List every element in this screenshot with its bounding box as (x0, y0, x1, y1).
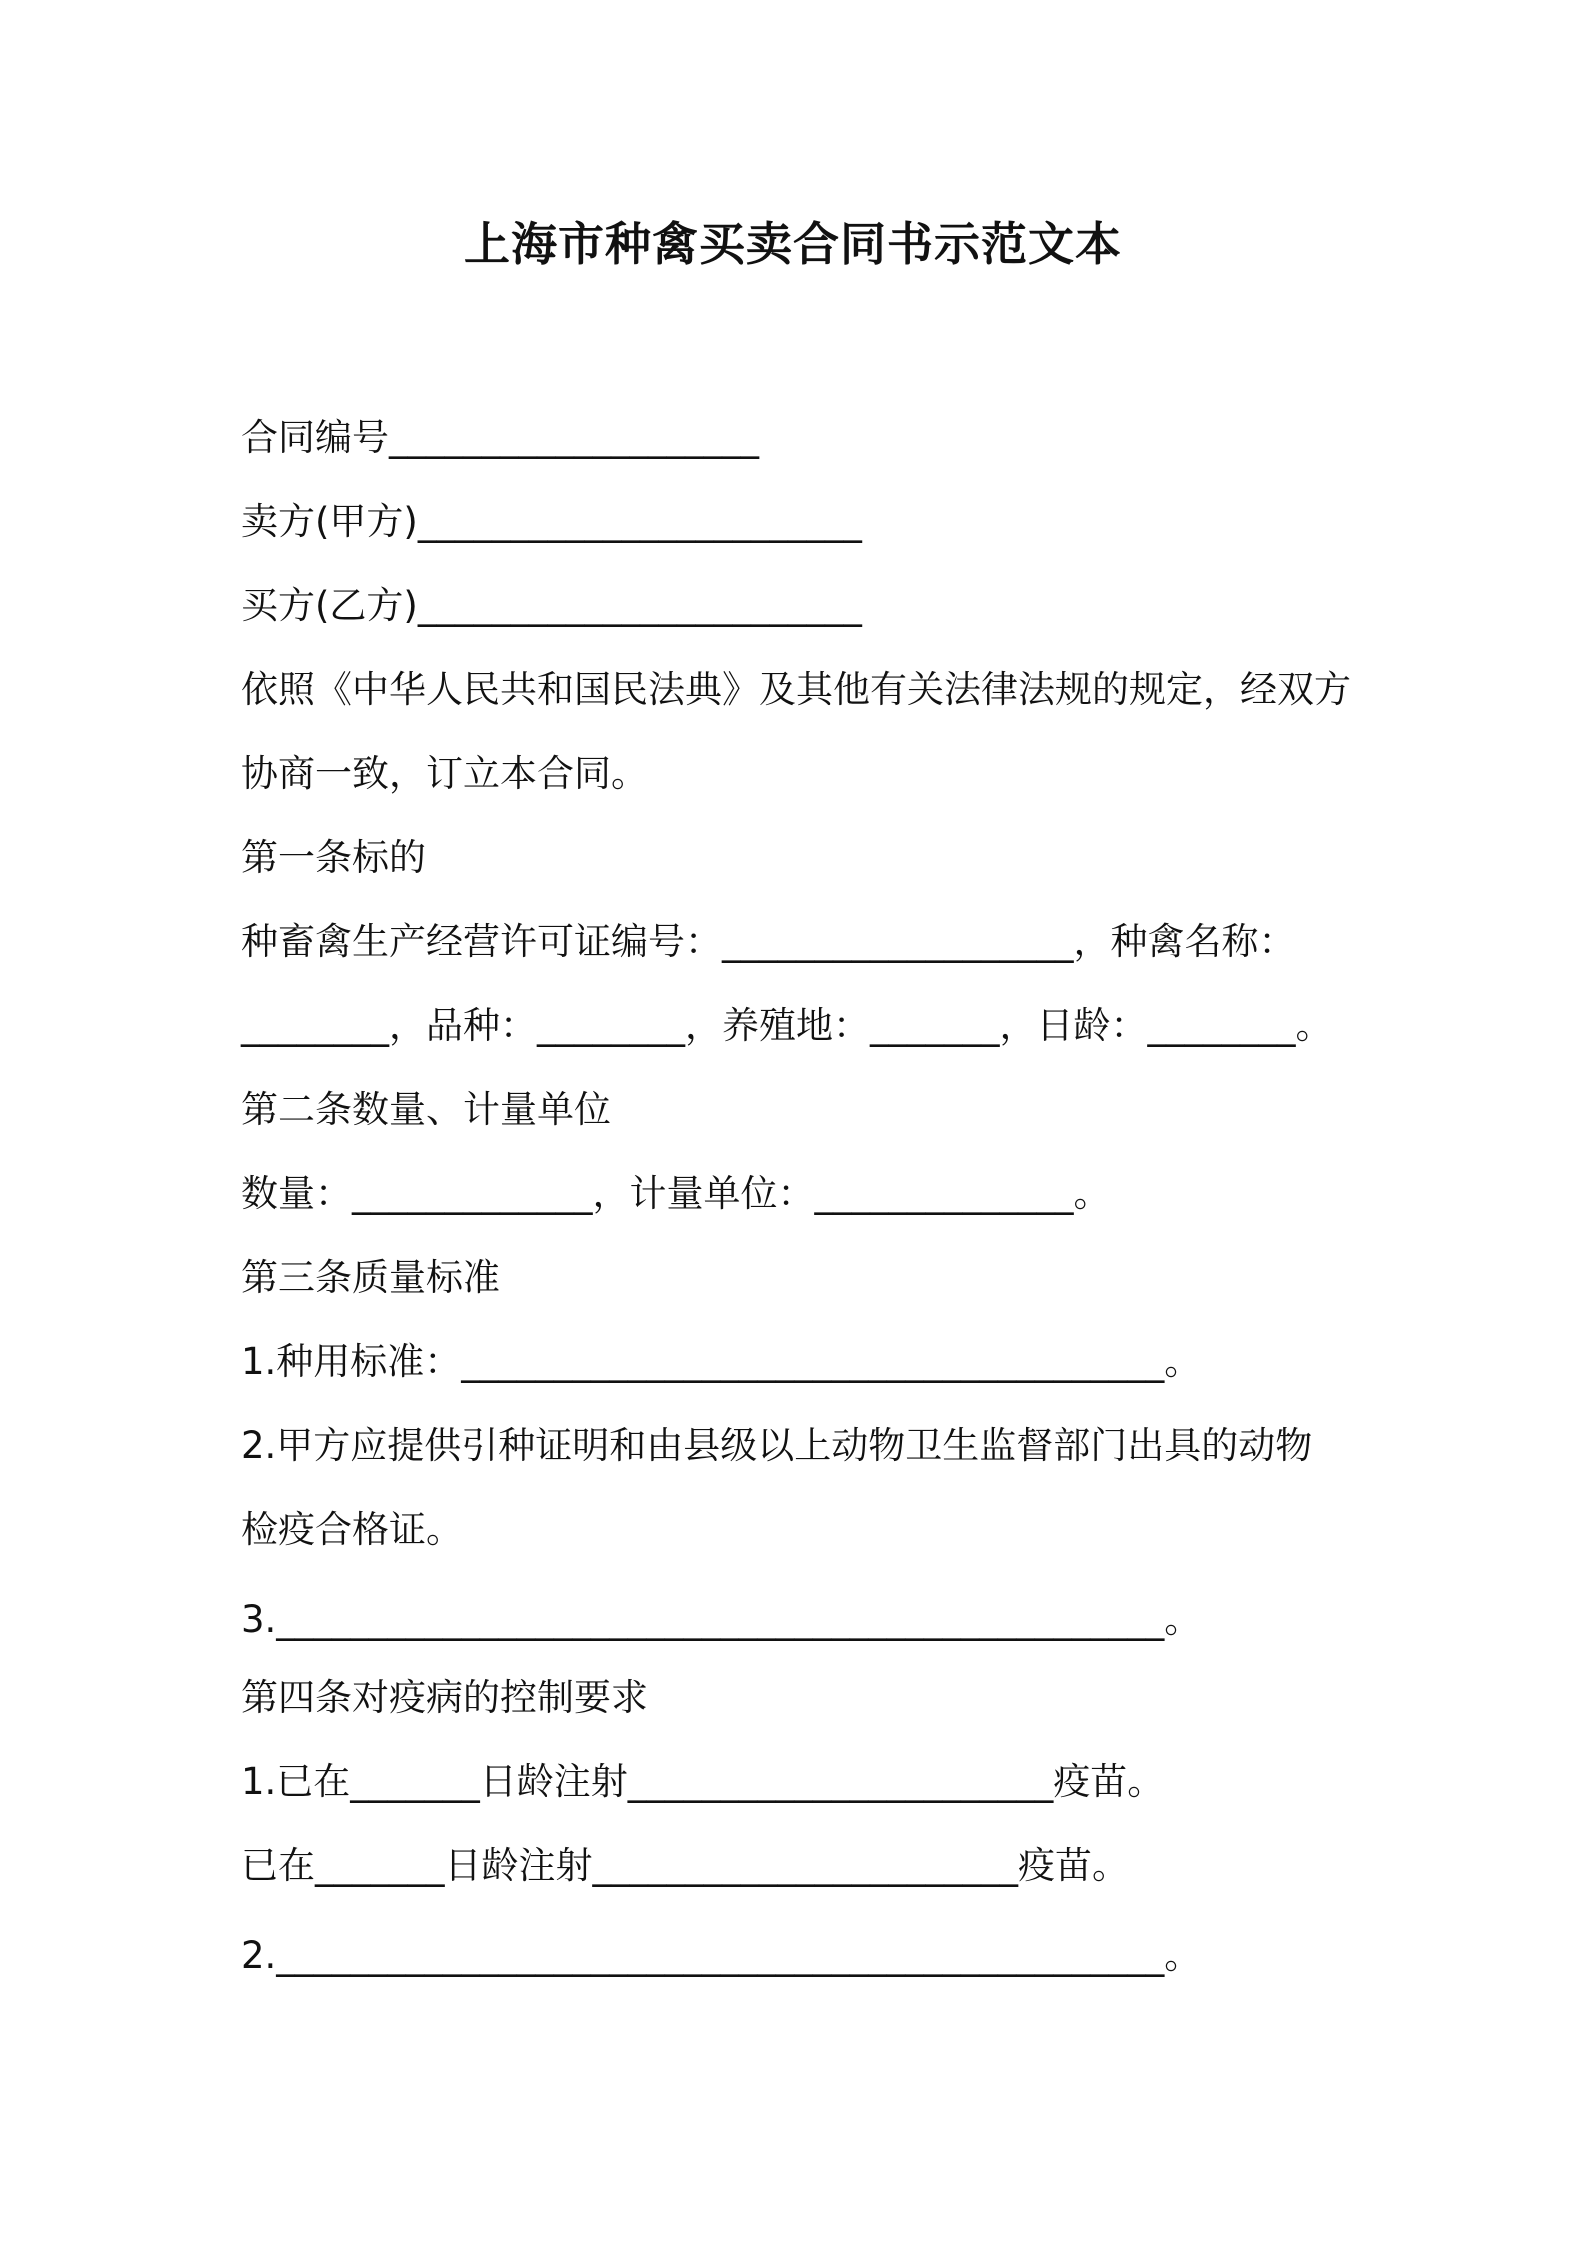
article-3-item-2-line-1: 2.甲方应提供引种证明和由县级以上动物卫生监督部门出具的动物 (241, 1424, 1313, 1467)
document-title: 上海市种禽买卖合同书示范文本 (464, 217, 1122, 271)
preamble-line-1: 依照《中华人民共和国民法典》及其他有关法律法规的规定，经双方 (241, 668, 1351, 711)
article-1-line-2: ________，品种：________，养殖地：_______，日龄：________。 (241, 1004, 1333, 1047)
article-1-line-1: 种畜禽生产经营许可证编号：___________________，种禽名称： (241, 920, 1296, 963)
preamble-line-2: 协商一致，订立本合同。 (241, 752, 648, 795)
article-1-heading: 第一条标的 (241, 836, 426, 879)
article-3-item-2-line-2: 检疫合格证。 (241, 1508, 463, 1551)
buyer-line: 买方(乙方)________________________ (241, 584, 862, 627)
article-3-item-1: 1.种用标准：______________________________________。 (241, 1340, 1202, 1383)
article-4-item-1-line-2: 已在_______日龄注射_______________________疫苗。 (241, 1844, 1129, 1887)
article-3-item-3: 3.________________________________________________。 (241, 1598, 1202, 1641)
article-4-item-1-line-1: 1.已在_______日龄注射_______________________疫苗。 (241, 1760, 1165, 1803)
article-2-line: 数量：_____________，计量单位：______________。 (241, 1172, 1111, 1215)
contract-number-line: 合同编号____________________ (241, 416, 759, 459)
article-4-item-2: 2.________________________________________________。 (241, 1934, 1202, 1977)
article-2-heading: 第二条数量、计量单位 (241, 1088, 611, 1131)
seller-line: 卖方(甲方)________________________ (241, 500, 862, 543)
article-4-heading: 第四条对疫病的控制要求 (241, 1676, 648, 1719)
article-3-heading: 第三条质量标准 (241, 1256, 500, 1299)
